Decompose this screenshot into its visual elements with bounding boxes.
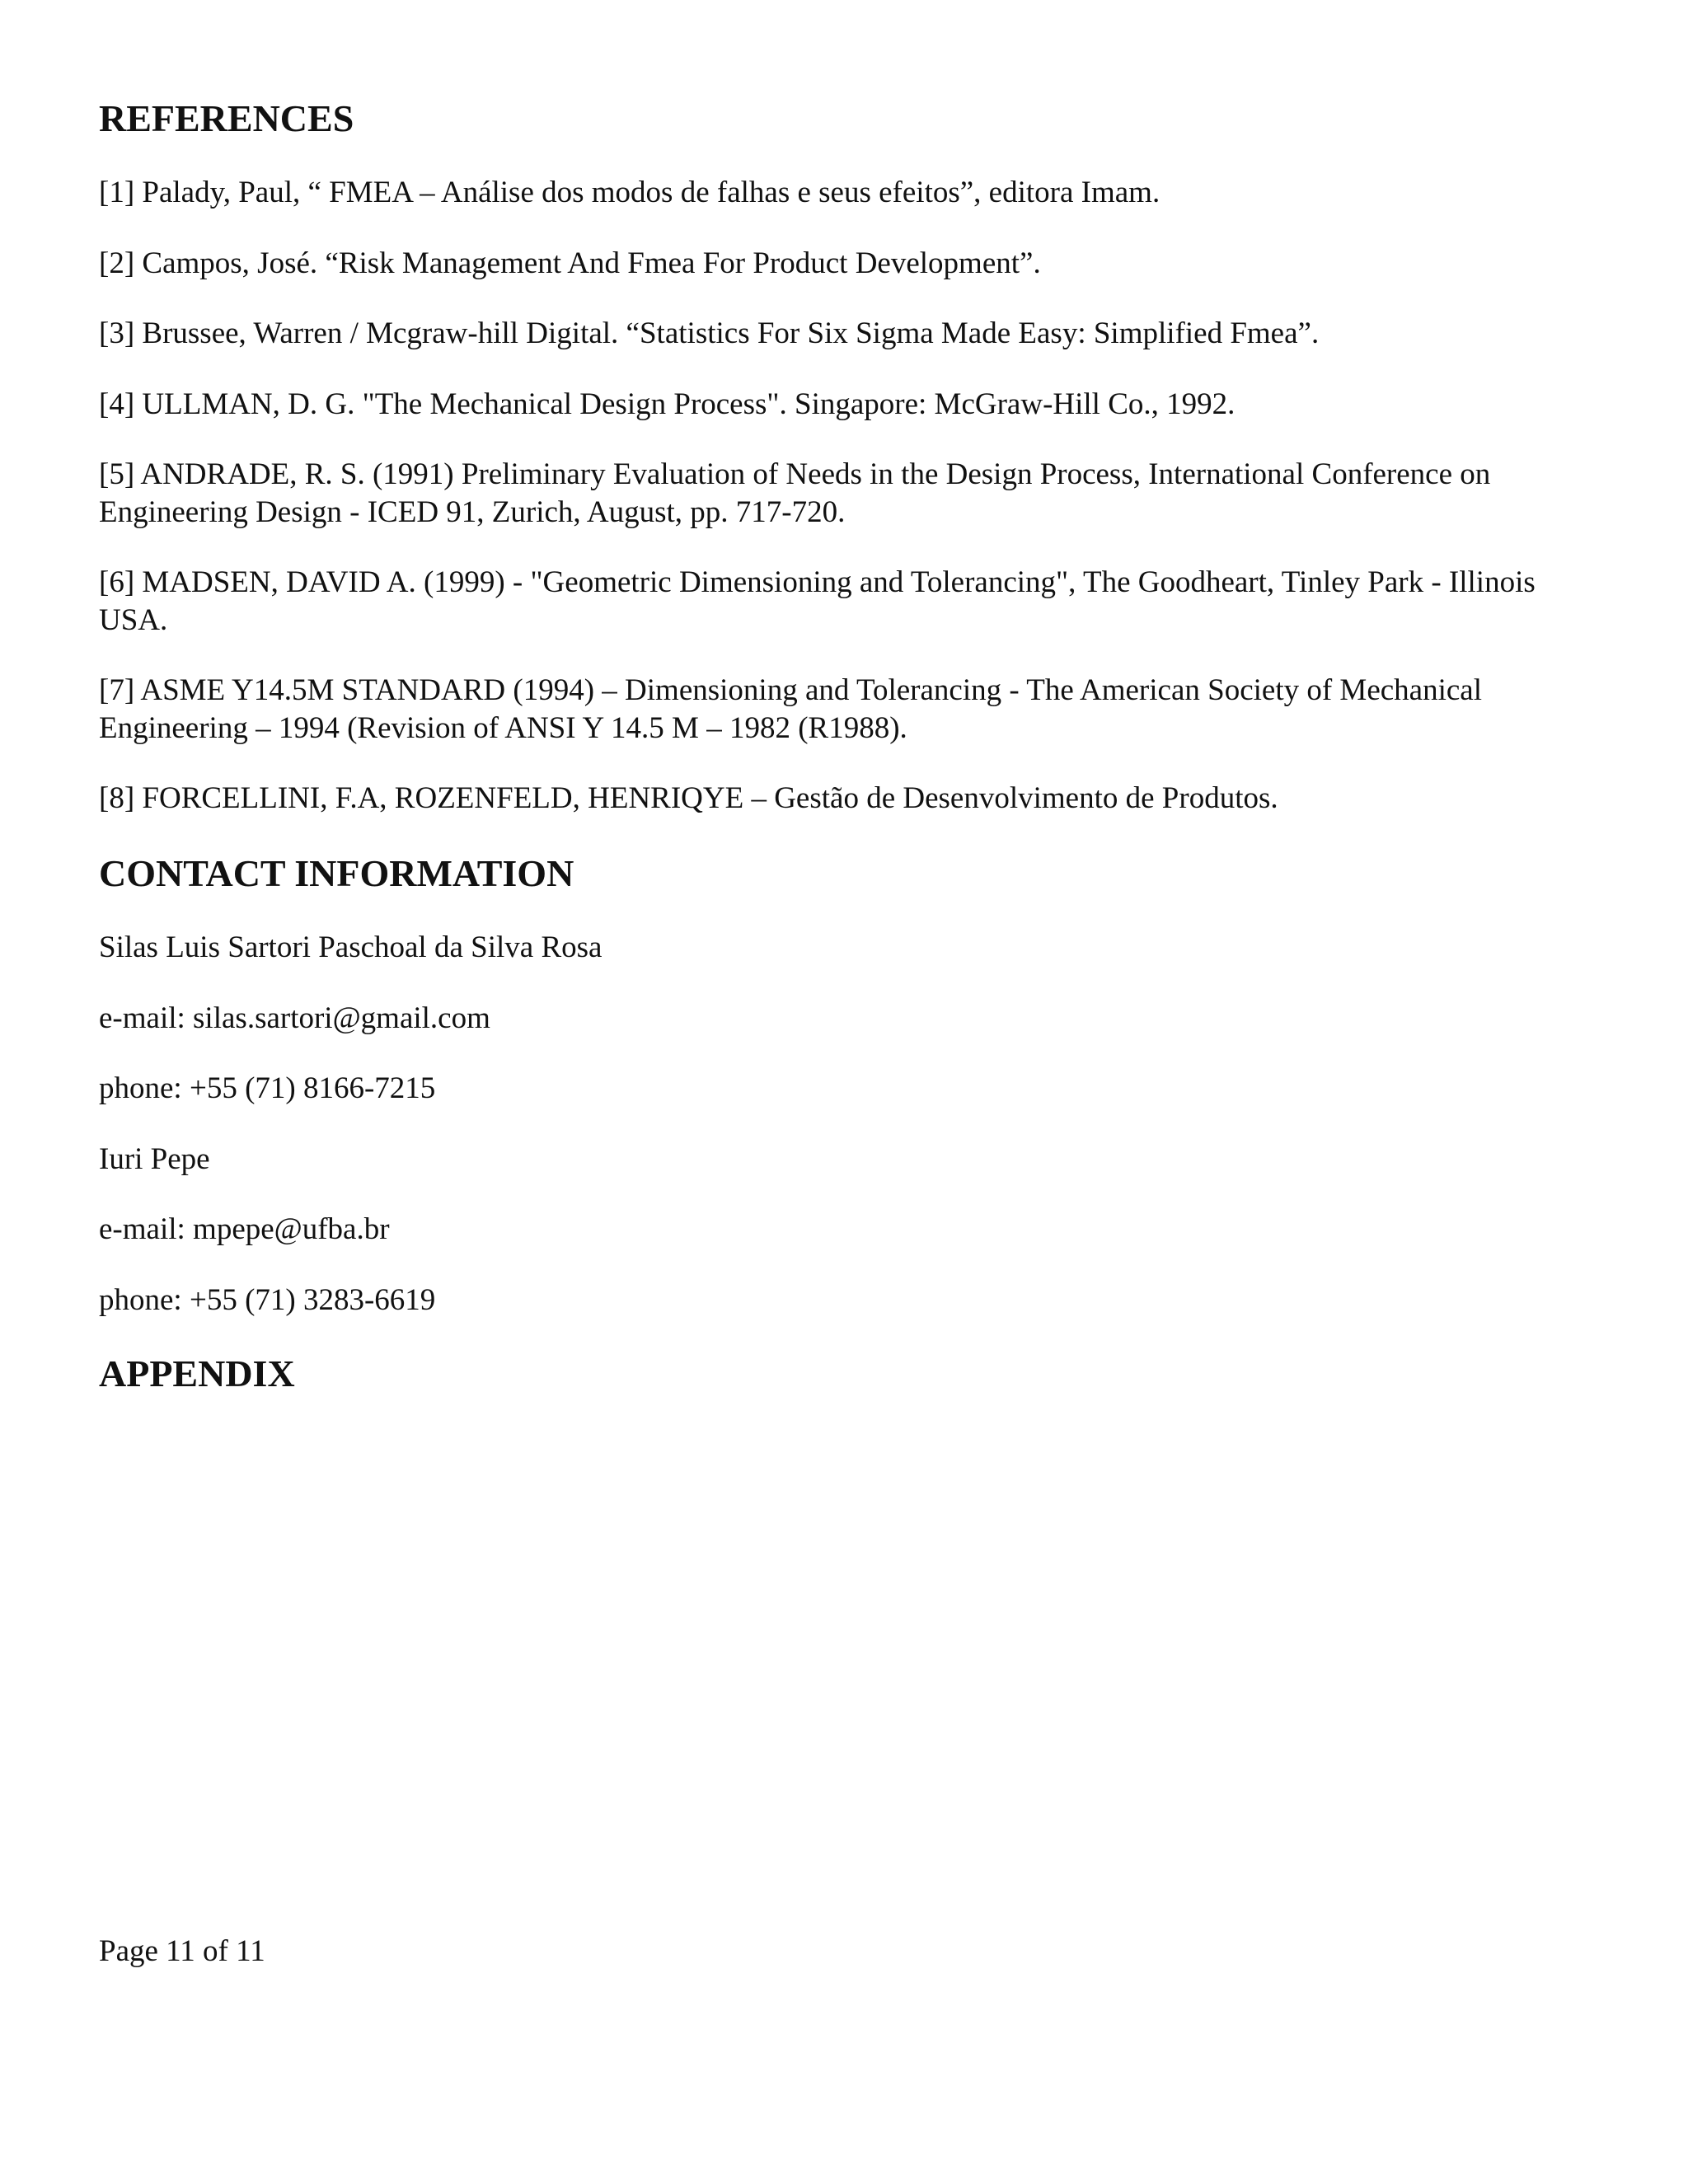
page-number: Page 11 of 11 xyxy=(99,1934,265,1968)
reference-item-4: [4] ULLMAN, D. G. "The Mechanical Design Process". Singapore: McGraw-Hill Co., 1992. xyxy=(99,387,1236,421)
contact-heading: CONTACT INFORMATION xyxy=(99,852,574,894)
contact-name-2: Iuri Pepe xyxy=(99,1142,210,1176)
appendix-heading: APPENDIX xyxy=(99,1352,295,1394)
reference-item-2: [2] Campos, José. “Risk Management And Fmea For Product Development”. xyxy=(99,246,1041,280)
reference-item-8: [8] FORCELLINI, F.A, ROZENFELD, HENRIQYE – Gestão de Desenvolvimento de Produtos. xyxy=(99,781,1278,815)
contact-phone-2: phone: +55 (71) 3283-6619 xyxy=(99,1283,436,1317)
contact-email-1: e-mail: silas.sartori@gmail.com xyxy=(99,1001,490,1035)
contact-name-1: Silas Luis Sartori Paschoal da Silva Rosa xyxy=(99,930,603,964)
references-heading: REFERENCES xyxy=(99,97,354,139)
contact-phone-1: phone: +55 (71) 8166-7215 xyxy=(99,1071,436,1105)
contact-email-2: e-mail: mpepe@ufba.br xyxy=(99,1212,390,1246)
reference-item-1: [1] Palady, Paul, “ FMEA – Análise dos modos de falhas e seus efeitos”, editora Imam. xyxy=(99,176,1160,209)
reference-item-3: [3] Brussee, Warren / Mcgraw-hill Digital. “Statistics For Six Sigma Made Easy: Simplified Fmea”. xyxy=(99,316,1320,350)
reference-item-5: [5] ANDRADE, R. S. (1991) Preliminary Evaluation of Needs in the Design Process, International Conference on Engineering Design - ICED 91, Zurich, August, pp. 717-720. xyxy=(99,457,1491,529)
reference-item-6: [6] MADSEN, DAVID A. (1999) - "Geometric Dimensioning and Tolerancing", The Goodheart, Tinley Park - Illinois USA. xyxy=(99,565,1536,637)
reference-item-7: [7] ASME Y14.5M STANDARD (1994) – Dimensioning and Tolerancing - The American Society of Mechanical Engineering – 1994 (Revision of ANSI Y 14.5 M – 1982 (R1988). xyxy=(99,673,1482,745)
